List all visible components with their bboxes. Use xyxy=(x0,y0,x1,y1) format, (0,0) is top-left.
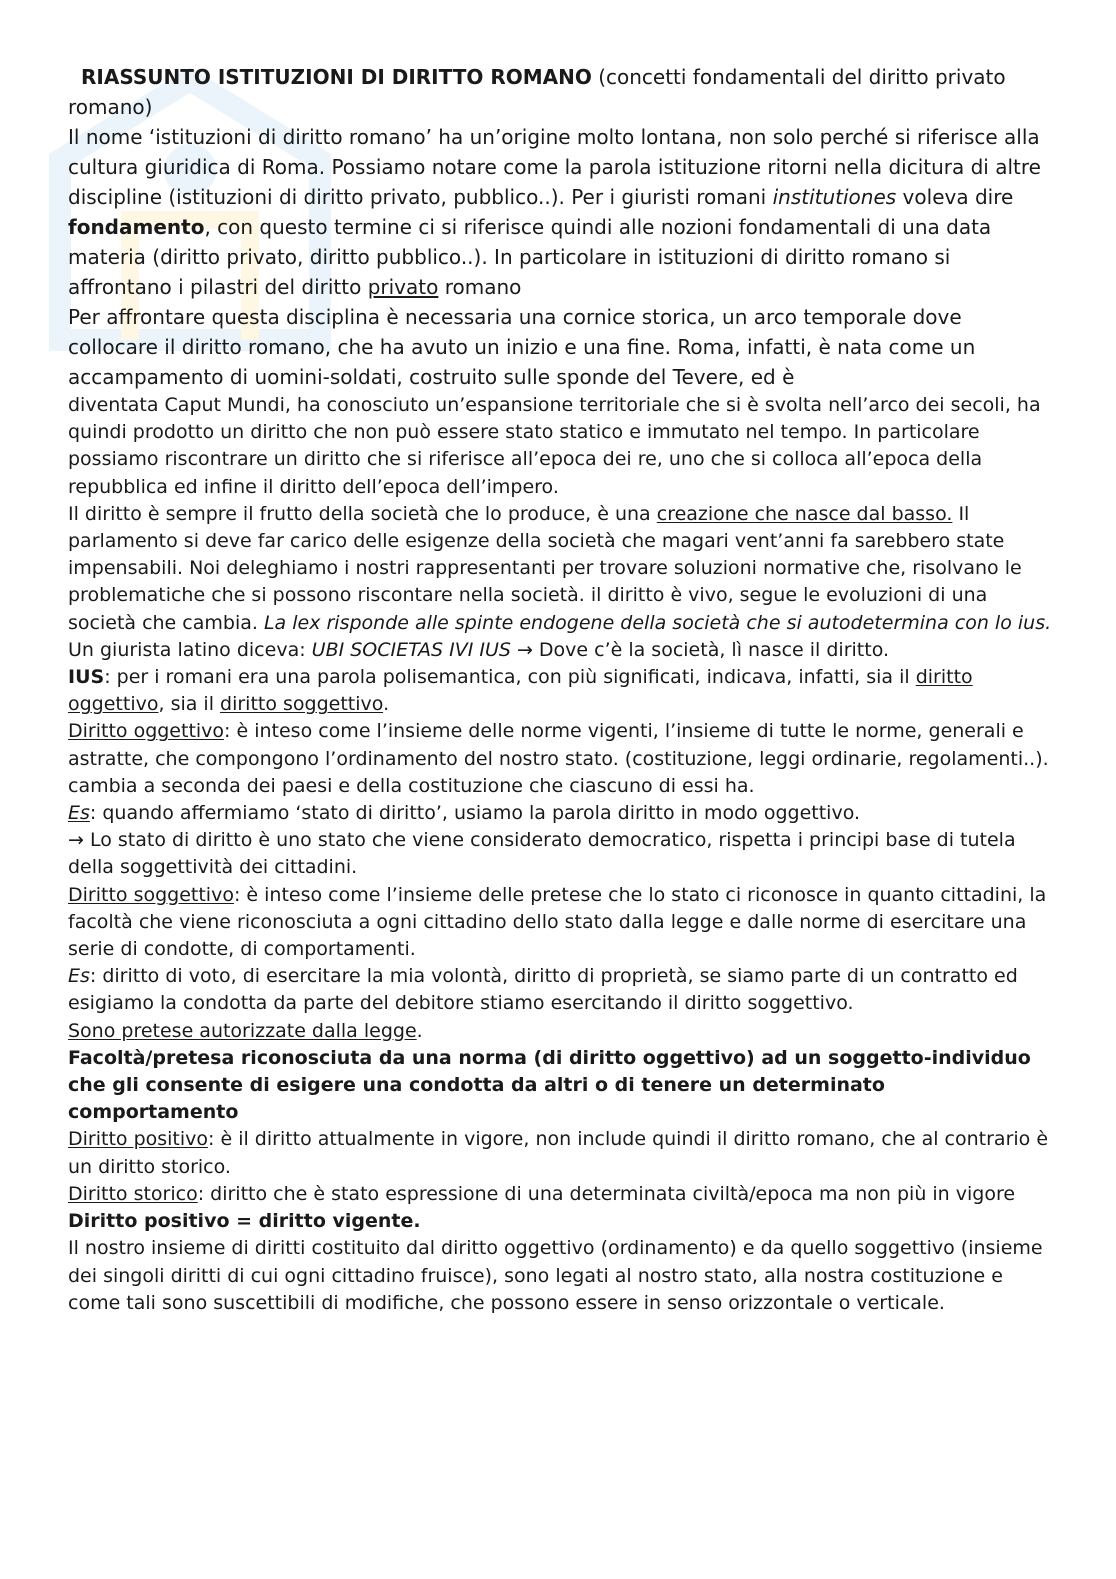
paragraph-facolta xyxy=(68,1045,1053,1127)
text-span: . xyxy=(383,693,390,716)
title-rest: (concetti fondamentali del diritto privato romano) xyxy=(68,65,1006,119)
paragraph-es-stato-diritto xyxy=(68,800,1053,827)
paragraph-institutiones xyxy=(68,122,1053,302)
text-span: , sia il xyxy=(158,693,221,716)
text-span: . xyxy=(416,1019,423,1042)
latin-quote: UBI SOCIETAS IVI IUS xyxy=(311,638,511,661)
italic-quote: La lex risponde alle spinte endogene della società che si autodetermina con lo ius. xyxy=(263,611,1052,634)
paragraph-caput-mundi: diventata Caput Mundi, ha conosciuto un’espansione territoriale che si è svolta nell’arco dei secoli, ha quindi prodotto un diritto che non può essere stato statico e immutato nel tempo. In particolare possiamo riscontrare un diritto che si riferisce all’epoca dei re, uno che si colloca all’epoca della repubblica ed infine il diritto dell’epoca dell’impero. xyxy=(68,394,1041,498)
text-span: Il diritto è sempre il frutto della società che lo produce, è una xyxy=(68,502,657,525)
underlined-term: Sono pretese autorizzate dalla legge xyxy=(68,1019,417,1042)
underlined-term: diritto soggettivo xyxy=(220,693,384,716)
text-span: Un giurista latino diceva: xyxy=(68,638,312,661)
text-span: Lo stato di diritto è uno stato che viene considerato democratico, rispetta i principi base di tutela della soggettività dei cittadini. xyxy=(68,829,1016,879)
bold-definition: Diritto positivo = diritto vigente. xyxy=(68,1210,421,1233)
section-intro xyxy=(68,62,1053,392)
paragraph-positivo-vigente xyxy=(68,1208,1053,1235)
section-main xyxy=(68,392,1053,1317)
text-span: : è inteso come l’insieme delle pretese che lo stato ci riconosce in quanto cittadini, la facoltà che viene riconosciuta a ogni cittadino dello stato dalla legge e dalle norme di esercitare una serie di condotte, di comportamenti. xyxy=(68,883,1047,961)
definition-term: Diritto storico xyxy=(68,1182,198,1205)
paragraph-conclusione: Il nostro insieme di diritti costituito dal diritto oggettivo (ordinamento) e da quello soggettivo (insieme dei singoli diritti di cui ogni cittadino fruisce), sono legati al nostro stato, alla nostra costituzione e come tali sono suscettibili di modifiche, che possono essere in senso orizzontale o verticale. xyxy=(68,1237,1043,1314)
paragraph-ius xyxy=(68,664,1053,718)
text-span: : è il diritto attualmente in vigore, non include quindi il diritto romano, che al contrario è un diritto storico. xyxy=(68,1128,1049,1178)
text-span: Dove c’è la società, lì nasce il diritto. xyxy=(538,638,890,661)
definition-term: Diritto soggettivo xyxy=(68,883,234,906)
paragraph-diritto-oggettivo xyxy=(68,718,1053,800)
bold-term: IUS xyxy=(68,666,105,689)
document-body xyxy=(68,62,1053,1317)
example-label: Es xyxy=(68,802,90,825)
title-bold: RIASSUNTO ISTITUZIONI DI DIRITTO ROMANO xyxy=(81,65,592,89)
bold-definition: Facoltà/pretesa riconosciuta da una norma (di diritto oggettivo) ad un soggetto-individuo che gli consente di esigere una condotta da altri o di tenere un determinato comportamento xyxy=(68,1046,1031,1124)
underlined-term: diritto oggettivo xyxy=(68,666,973,716)
text-span: : è inteso come l’insieme delle norme vigenti, l’insieme di tutte le norme, generali e astratte, che compongono l’ordinamento del nostro stato. (costituzione, leggi ordinarie, regolamenti..). cambia a seconda dei paesi e della costituzione che ciascuno di essi ha. xyxy=(68,720,1049,797)
arrow-icon: → xyxy=(68,829,84,852)
paragraph-diritto-storico xyxy=(68,1181,1053,1208)
paragraph-diritto-soggettivo xyxy=(68,882,1053,964)
underlined-term: privato xyxy=(367,275,439,299)
paragraph-stato-democratico xyxy=(68,827,1053,881)
paragraph-cornice-storica: Per affrontare questa disciplina è necessaria una cornice storica, un arco temporale dove collocare il diritto romano, che ha avuto un inizio e una fine. Roma, infatti, è nata come un accampamento di uomini-soldati, costruito sulle sponde del Tevere, ed è xyxy=(68,305,976,389)
paragraph-diritto-positivo xyxy=(68,1126,1053,1180)
text-span: : per i romani era una parola polisemantica, con più significati, indicava, infatti, sia il xyxy=(104,666,916,689)
text-span: : diritto di voto, di esercitare la mia volontà, diritto di proprietà, se siamo parte di un contratto ed esigiamo la condotta da parte del debitore stiamo esercitando il diritto soggettivo. xyxy=(68,965,1018,1015)
document-title xyxy=(68,62,1053,122)
arrow-icon: → xyxy=(510,638,539,661)
italic-term: institutiones xyxy=(772,185,897,209)
text-span: Il nome ‘istituzioni di diritto romano’ ha un’origine molto lontana, non solo perché si riferisce alla cultura giuridica di Roma. Possiamo notare come la parola istituzione ritorni nella dicitura di altre discipline (istituzioni di diritto privato, pubblico..). Per i giuristi romani xyxy=(68,125,1041,209)
paragraph-societa xyxy=(68,501,1053,664)
text-span: romano xyxy=(438,275,522,299)
text-span: : diritto che è stato espressione di una determinata civiltà/epoca ma non più in vigore xyxy=(197,1182,1016,1205)
text-span: , con questo termine ci si riferisce quindi alle nozioni fondamentali di una data materia (diritto privato, diritto pubblico..). In particolare in istituzioni di diritto romano si affrontano i pilastri del diritto xyxy=(68,215,992,299)
text-span: voleva dire xyxy=(896,185,1014,209)
text-span: Il parlamento si deve far carico delle esigenze della società che magari vent’anni fa sarebbero state impensabili. Noi deleghiamo i nostri rappresentanti per trovare soluzioni normative che, risolvano le problematiche che si possono riscontare nella società. il diritto è vivo, segue le evoluzioni di una società che cambia. xyxy=(68,502,1022,634)
text-span: : quando affermiamo ‘stato di diritto’, usiamo la parola diritto in modo oggettivo. xyxy=(89,802,861,825)
example-label: Es xyxy=(68,965,90,988)
definition-term: Diritto oggettivo xyxy=(68,720,225,743)
definition-term: Diritto positivo xyxy=(68,1128,209,1151)
paragraph-es-voto xyxy=(68,963,1053,1017)
underlined-term: creazione che nasce dal basso. xyxy=(656,502,953,525)
bold-term: fondamento xyxy=(68,215,205,239)
paragraph-pretese xyxy=(68,1018,1053,1045)
